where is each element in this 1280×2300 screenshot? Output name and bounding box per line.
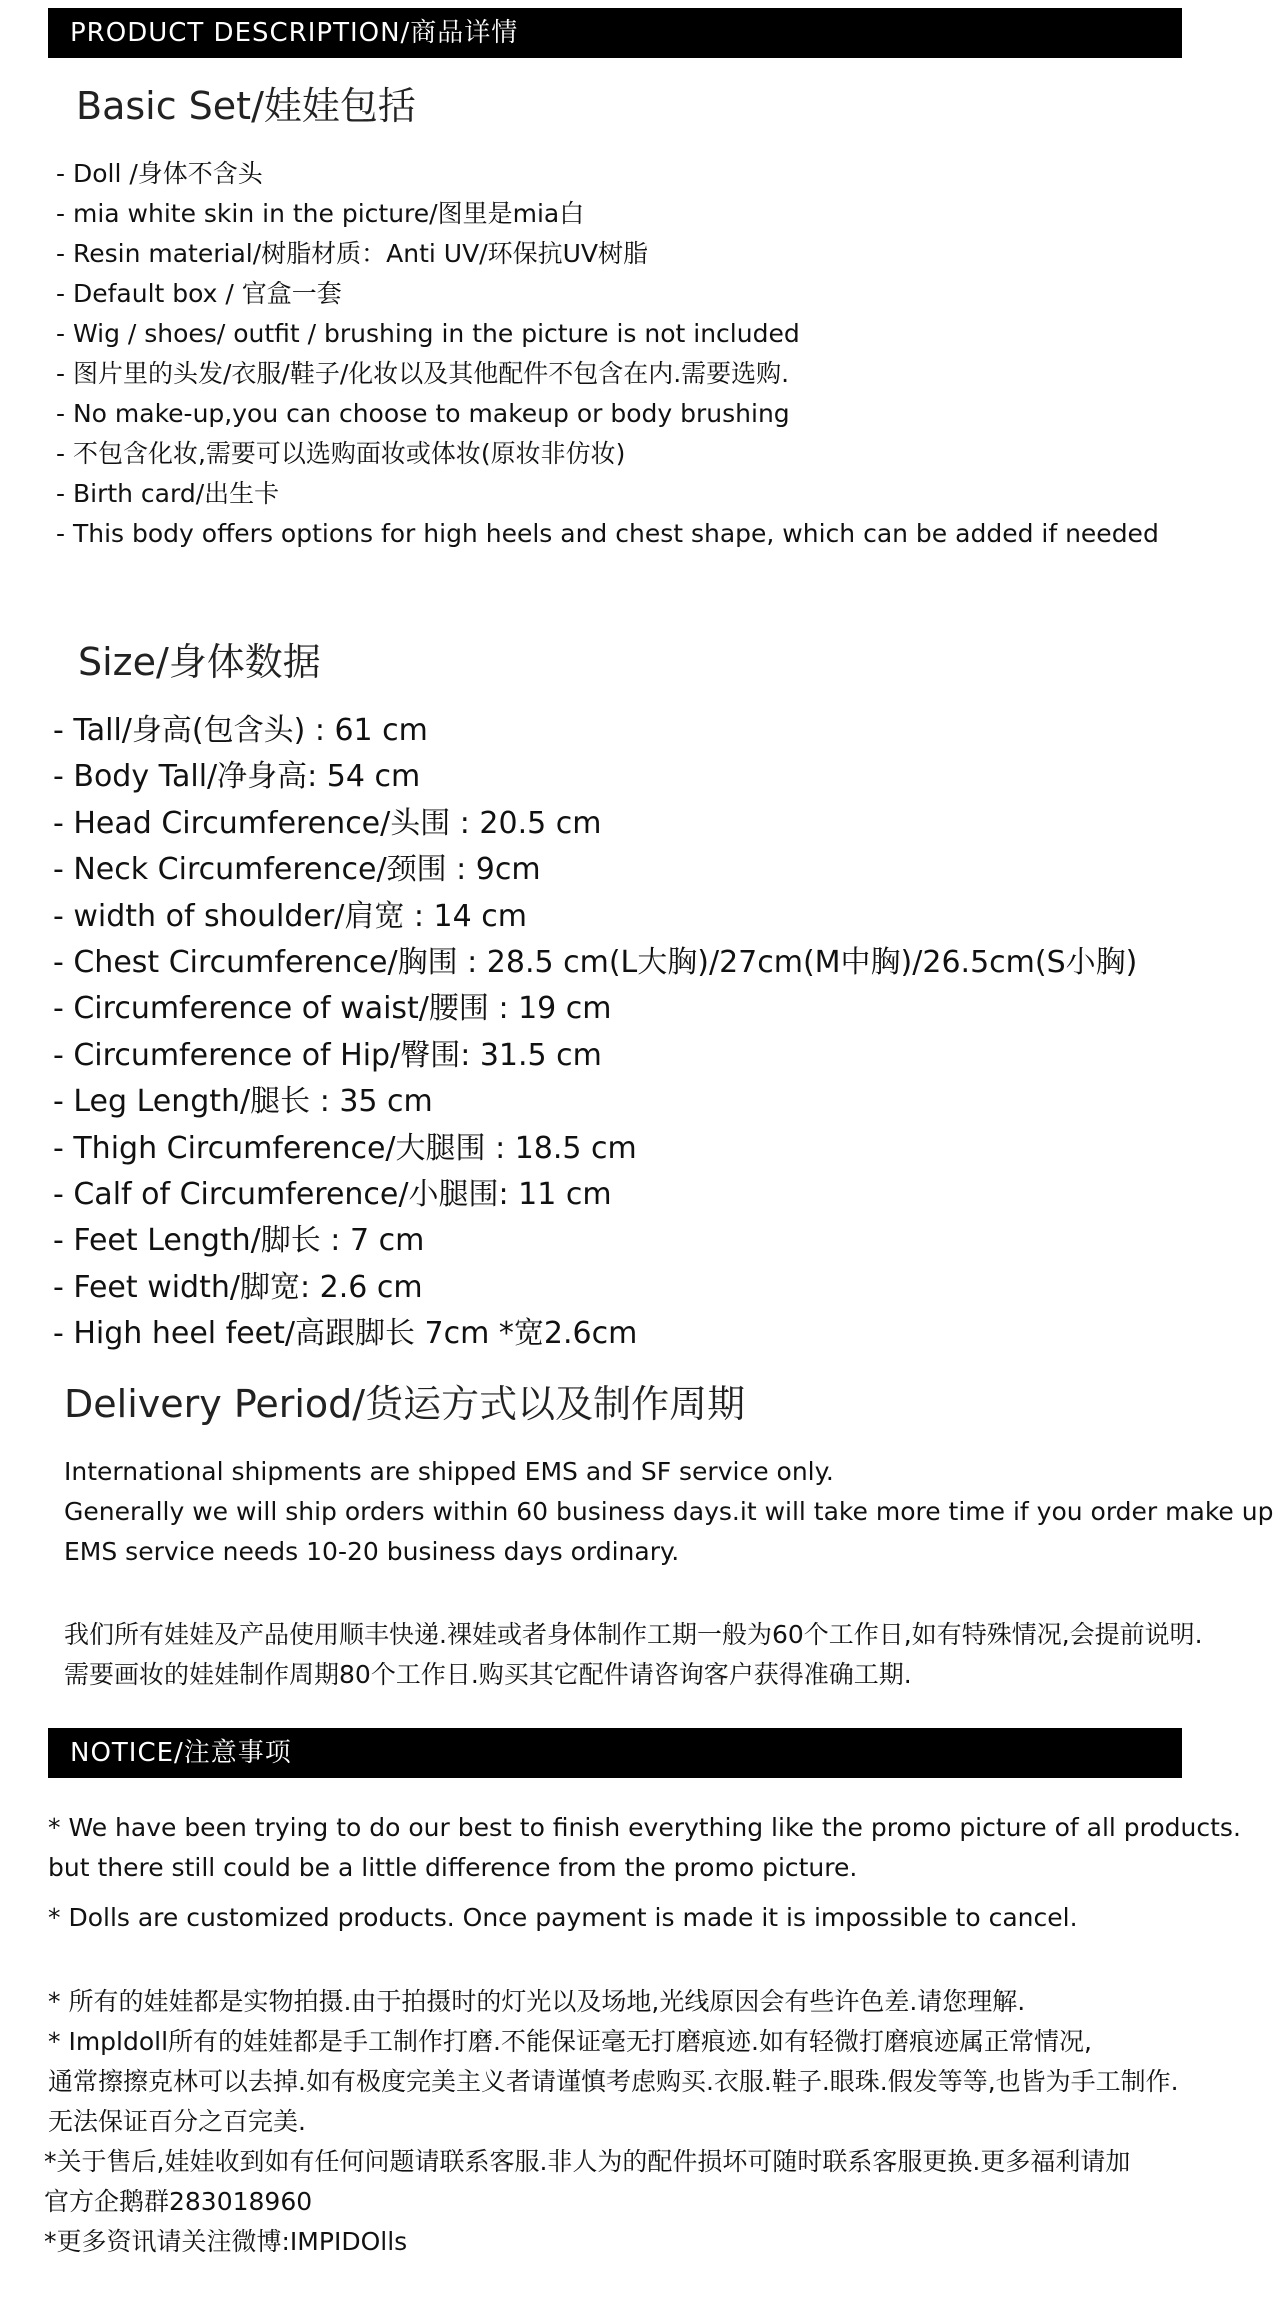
list-item: - 不包含化妆,需要可以选购面妆或体妆(原妆非仿妆) [56, 439, 626, 468]
list-item: - Thigh Circumference/大腿围 : 18.5 cm [53, 1130, 637, 1166]
notice-line: * Dolls are customized products. Once payment is made it is impossible to cancel. [48, 1903, 1078, 1932]
product-description-header: PRODUCT DESCRIPTION/商品详情 [48, 8, 1182, 58]
size-title: Size/身体数据 [78, 640, 321, 684]
notice-line: but there still could be a little difference from the promo picture. [48, 1853, 858, 1882]
notice-line: * Impldoll所有的娃娃都是手工制作打磨.不能保证毫无打磨痕迹.如有轻微打磨痕迹属正常情况, [48, 2027, 1092, 2056]
list-item: - Tall/身高(包含头) : 61 cm [53, 713, 428, 748]
size-list [53, 708, 1137, 1358]
delivery-en-line: EMS service needs 10-20 business days ordinary. [64, 1537, 680, 1566]
list-item: - Circumference of Hip/臀围: 31.5 cm [53, 1037, 602, 1073]
list-item: - Calf of Circumference/小腿围: 11 cm [53, 1177, 612, 1213]
list-item: - Circumference of waist/腰围 : 19 cm [53, 991, 612, 1027]
list-item: - 图片里的头发/衣服/鞋子/化妆以及其他配件不包含在内.需要选购. [56, 359, 790, 388]
list-item: - Resin material/树脂材质：Anti UV/环保抗UV树脂 [56, 239, 648, 268]
list-item: - This body offers options for high heels and chest shape, which can be added if needed [56, 519, 1159, 548]
list-item: - Birth card/出生卡 [56, 479, 280, 508]
delivery-cn-line: 我们所有娃娃及产品使用顺丰快递.裸娃或者身体制作工期一般为60个工作日,如有特殊情况,会提前说明. [64, 1620, 1203, 1649]
list-item: - Wig / shoes/ outfit / brushing in the picture is not included [56, 319, 800, 348]
list-item: - Leg Length/腿长 : 35 cm [53, 1084, 433, 1120]
delivery-title: Delivery Period/货运方式以及制作周期 [64, 1382, 746, 1426]
notice-line: 官方企鹅群283018960 [44, 2187, 313, 2216]
list-item: - Head Circumference/头围 : 20.5 cm [53, 805, 602, 841]
list-item: - Neck Circumference/颈围 : 9cm [53, 852, 541, 888]
list-item: - Default box / 官盒一套 [56, 279, 342, 308]
notice-line: *更多资讯请关注微博:IMPIDOlls [44, 2227, 408, 2256]
notice-line: * 所有的娃娃都是实物拍摄.由于拍摄时的灯光以及场地,光线原因会有些许色差.请您理解. [48, 1987, 1026, 2016]
list-item: - Body Tall/净身高: 54 cm [53, 759, 421, 795]
list-item: - Feet Length/脚长 : 7 cm [53, 1223, 425, 1259]
list-item: - Chest Circumference/胸围 : 28.5 cm(L大胸)/27cm(M中胸)/26.5cm(S小胸) [53, 945, 1138, 981]
delivery-en-line: Generally we will ship orders within 60 business days.it will take more time if you order make up [64, 1497, 1274, 1526]
list-item: - Feet width/脚宽: 2.6 cm [53, 1269, 423, 1305]
list-item: - Doll /身体不含头 [56, 159, 263, 188]
delivery-cn-line: 需要画妆的娃娃制作周期80个工作日.购买其它配件请咨询客户获得准确工期. [64, 1660, 912, 1689]
list-item: - mia white skin in the picture/图里是mia白 [56, 199, 585, 228]
notice-line: 无法保证百分之百完美. [48, 2107, 306, 2136]
basic-set-title: Basic Set/娃娃包括 [76, 84, 416, 128]
delivery-en-line: International shipments are shipped EMS and SF service only. [64, 1457, 834, 1486]
notice-line: 通常擦擦克林可以去掉.如有极度完美主义者请谨慎考虑购买.衣服.鞋子.眼珠.假发等等,也皆为手工制作. [48, 2067, 1179, 2096]
notice-line: *关于售后,娃娃收到如有任何问题请联系客服.非人为的配件损坏可随时联系客服更换.更多福利请加 [44, 2147, 1131, 2176]
list-item: - No make-up,you can choose to makeup or body brushing [56, 399, 790, 428]
notice-header: NOTICE/注意事项 [48, 1728, 1182, 1778]
list-item: - High heel feet/高跟脚长 7cm *宽2.6cm [53, 1316, 638, 1352]
notice-line: * We have been trying to do our best to finish everything like the promo picture of all products. [48, 1813, 1241, 1842]
basic-set-list [56, 154, 1159, 554]
list-item: - width of shoulder/肩宽 : 14 cm [53, 898, 527, 934]
